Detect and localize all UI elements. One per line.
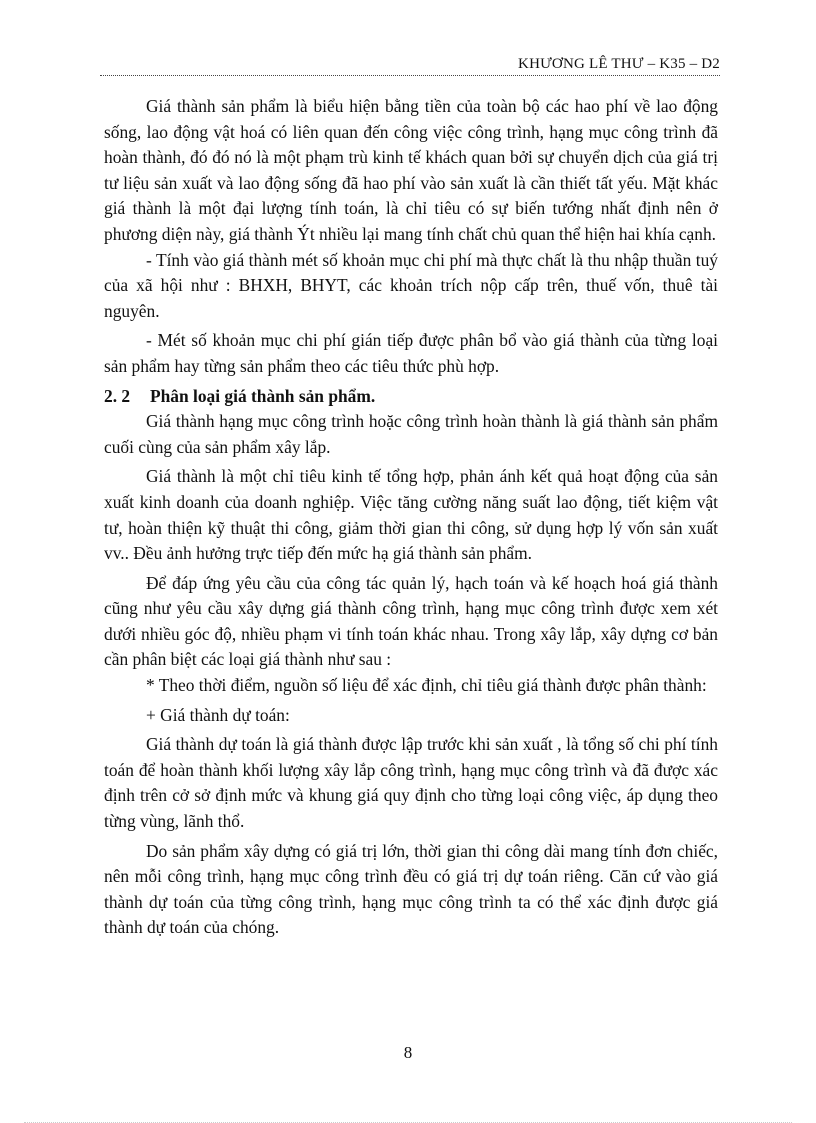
paragraph-10: Do sản phẩm xây dựng có giá trị lớn, thời gian thi công dài mang tính đơn chiếc, nên mỗi công trình, hạng mục công trình đều có giá trị dự toán riêng. Căn cứ vào giá thành dự toán của từng công trình, hạng mục công trình ta có thể xác định được giá thành dự toán của chóng. bbox=[104, 840, 718, 938]
document-body bbox=[104, 94, 718, 941]
paragraph-5: Giá thành là một chỉ tiêu kinh tế tổng hợp, phản ánh kết quả hoạt động của sản xuất kinh doanh của doanh nghiệp. Việc tăng cường năng suất lao động, tiết kiệm vật tư, hoàn thiện kỹ thuật thi công, giảm thời gian thi công, sử dụng hợp lý vốn sản xuất vv.. Đều ảnh hưởng trực tiếp đến mức hạ giá thành sản phẩm. bbox=[104, 466, 718, 564]
section-title: Phân loại giá thành sản phẩm. bbox=[150, 385, 376, 406]
header-dotted-rule bbox=[100, 75, 720, 76]
paragraph-2: - Tính vào giá thành mét số khoản mục chi phí mà thực chất là thu nhập thuần tuý của xã hội như : BHXH, BHYT, các khoản trích nộp cấp trên, thuế vốn, thuê tài nguyên. bbox=[104, 249, 718, 321]
page-header bbox=[100, 50, 720, 76]
section-heading bbox=[104, 384, 718, 410]
header-title: KHƯƠNG LÊ THƯ – K35 – D2 bbox=[518, 56, 720, 72]
page-number: 8 bbox=[403, 1043, 413, 1062]
paragraph-9: Giá thành dự toán là giá thành được lập trước khi sản xuất , là tổng số chi phí tính toán để hoàn thành khối lượng xây lắp công trình, hạng mục công trình và đã được xác định trên cở sở định mức và khung giá quy định cho từng loại công việc, áp dụng theo từng vùng, lãnh thổ. bbox=[104, 734, 718, 832]
paragraph-8: + Giá thành dự toán: bbox=[146, 704, 290, 725]
paragraph-1: Giá thành sản phẩm là biểu hiện bằng tiền của toàn bộ các hao phí về lao động sống, lao động vật hoá có liên quan đến công việc công trình, hạng mục công trình đã hoàn thành, đó đó nó là một phạm trù kinh tế khách quan bởi sự chuyển dịch của giá trị tư liệu sản xuất và lao động sống đã hao phí vào sản xuất là cần thiết tất yếu. Mặt khác giá thành là một đại lượng tính toán, là chỉ tiêu có sự biến tướng nhất định nên ở phương diện này, giá thành Ýt nhiều lại mang tính chất chủ quan thể hiện hai khía cạnh. bbox=[104, 96, 718, 244]
paragraph-4: Giá thành hạng mục công trình hoặc công trình hoàn thành là giá thành sản phẩm cuối cùng của sản phẩm xây lắp. bbox=[104, 411, 718, 457]
section-number: 2. 2 bbox=[104, 385, 131, 406]
paragraph-3: - Mét số khoản mục chi phí gián tiếp được phân bổ vào giá thành của từng loại sản phẩm hay từng sản phẩm theo các tiêu thức phù hợp. bbox=[104, 330, 718, 376]
paragraph-6: Để đáp ứng yêu cầu của công tác quản lý, hạch toán và kế hoạch hoá giá thành cũng như yêu cầu xây dựng giá thành công trình, hạng mục công trình được xem xét dưới nhiều góc độ, nhiều phạm vi tính toán khác nhau. Trong xây lắp, xây dựng cơ bản cần phân biệt các loại giá thành như sau : bbox=[104, 572, 718, 670]
paragraph-7: * Theo thời điểm, nguồn số liệu để xác định, chỉ tiêu giá thành được phân thành: bbox=[146, 675, 707, 696]
